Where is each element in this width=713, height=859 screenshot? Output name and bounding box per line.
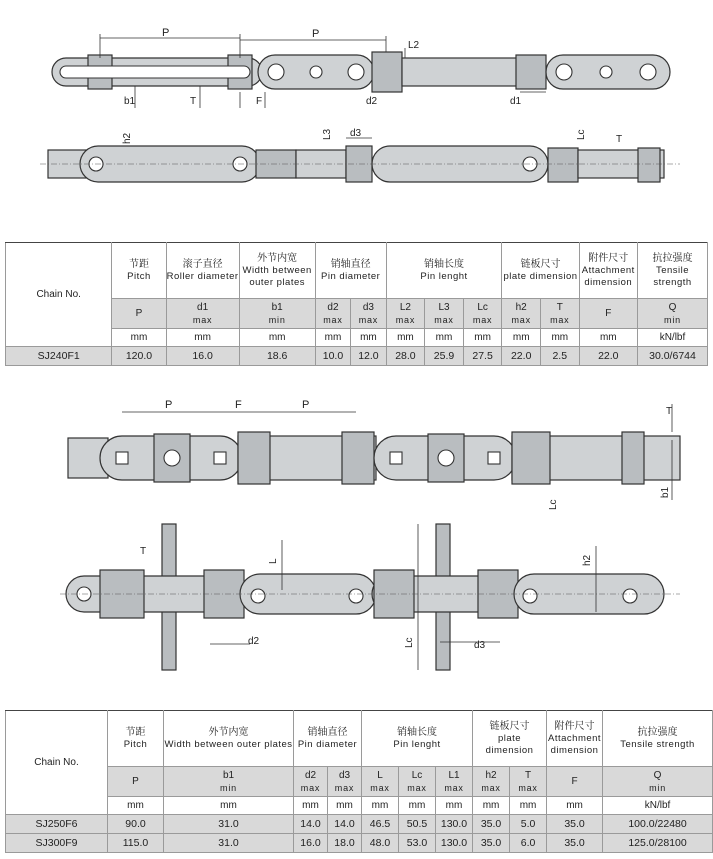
table-cell: 14.0 bbox=[328, 815, 362, 834]
spec-table-2 bbox=[5, 710, 713, 853]
dim-label-d2: d2 bbox=[248, 636, 260, 647]
dim-label-lc: Lc bbox=[548, 499, 559, 510]
dim-label-p: P bbox=[162, 27, 170, 39]
dim-label-l2: L2 bbox=[408, 40, 420, 51]
dim-label-d3: d3 bbox=[350, 128, 362, 139]
table-cell: b1 min bbox=[164, 767, 294, 797]
table-cell: 滚子直径 Roller diameter bbox=[166, 243, 239, 299]
table-cell: 35.0 bbox=[473, 815, 510, 834]
dim-label-t: T bbox=[666, 406, 673, 417]
table-cell: mm bbox=[579, 329, 637, 347]
table-cell: 销轴长度 Pin lenght bbox=[362, 711, 473, 767]
table-cell: 31.0 bbox=[164, 815, 294, 834]
table-cell: L3 max bbox=[425, 299, 464, 329]
table-cell: 6.0 bbox=[510, 834, 547, 853]
table-row bbox=[6, 815, 713, 834]
table-cell: 35.0 bbox=[547, 815, 603, 834]
inner-link bbox=[402, 58, 522, 86]
table-cell: L2 max bbox=[386, 299, 425, 329]
table-cell: 抗拉强度 Tensile strength bbox=[637, 243, 707, 299]
dim-label-b1: b1 bbox=[660, 486, 671, 498]
table-cell: mm bbox=[239, 329, 315, 347]
table-cell bbox=[6, 711, 108, 815]
table-cell: 22.0 bbox=[579, 347, 637, 366]
table-cell: 销轴直径 Pin diameter bbox=[315, 243, 386, 299]
roller bbox=[372, 52, 402, 92]
table-cell: kN/lbf bbox=[637, 329, 707, 347]
dim-label-l: L bbox=[268, 558, 279, 564]
table-cell: 115.0 bbox=[108, 834, 164, 853]
table-cell: mm bbox=[386, 329, 425, 347]
table-cell: 130.0 bbox=[436, 834, 473, 853]
table-cell: T max bbox=[510, 767, 547, 797]
table-cell: kN/lbf bbox=[603, 797, 713, 815]
table-cell: 30.0/6744 bbox=[637, 347, 707, 366]
table-cell: 2.5 bbox=[540, 347, 579, 366]
chain-no-header: Chain No. bbox=[36, 288, 81, 300]
table-cell: SJ240F1 bbox=[6, 347, 112, 366]
table-cell: 100.0/22480 bbox=[603, 815, 713, 834]
table-cell: mm bbox=[510, 797, 547, 815]
table-cell: mm bbox=[112, 329, 166, 347]
table-cell: mm bbox=[540, 329, 579, 347]
table-cell: d1 max bbox=[166, 299, 239, 329]
chain-no-header: Chain No. bbox=[34, 756, 79, 768]
table-cell: d3 max bbox=[351, 299, 386, 329]
table-cell: 外节内宽 Width between outer plates bbox=[164, 711, 294, 767]
table-cell: d2 max bbox=[294, 767, 328, 797]
dim-label-f: F bbox=[235, 399, 242, 411]
table-cell: mm bbox=[108, 797, 164, 815]
table-cell: 节距 Pitch bbox=[108, 711, 164, 767]
table-cell: Lc max bbox=[399, 767, 436, 797]
table-cell: mm bbox=[399, 797, 436, 815]
table-cell: mm bbox=[166, 329, 239, 347]
table-cell: mm bbox=[502, 329, 541, 347]
table-cell: 附件尺寸 Attachment dimension bbox=[547, 711, 603, 767]
table-cell: 16.0 bbox=[294, 834, 328, 853]
dim-label-d2: d2 bbox=[366, 96, 378, 107]
table-cell: 销轴长度 Pin lenght bbox=[386, 243, 502, 299]
table-cell: 抗拉强度 Tensile strength bbox=[603, 711, 713, 767]
dim-label-b1: b1 bbox=[124, 96, 136, 107]
table-cell: 18.6 bbox=[239, 347, 315, 366]
dim-label-t: T bbox=[140, 546, 147, 557]
table-cell: mm bbox=[351, 329, 386, 347]
table-cell: 125.0/28100 bbox=[603, 834, 713, 853]
table-cell: mm bbox=[547, 797, 603, 815]
table-cell: 27.5 bbox=[463, 347, 502, 366]
table-cell: h2 max bbox=[473, 767, 510, 797]
dim-label-p: P bbox=[312, 28, 320, 40]
table-row bbox=[6, 347, 708, 366]
table-cell: mm bbox=[315, 329, 350, 347]
table-cell: mm bbox=[294, 797, 328, 815]
roller bbox=[516, 55, 546, 89]
table-cell: 链板尺寸 plate dimension bbox=[502, 243, 579, 299]
dim-label-h2: h2 bbox=[582, 554, 593, 566]
dim-label-t2: T bbox=[616, 134, 623, 145]
table-cell: 130.0 bbox=[436, 815, 473, 834]
table-cell: T max bbox=[540, 299, 579, 329]
table-cell: mm bbox=[473, 797, 510, 815]
table-cell: P bbox=[112, 299, 166, 329]
table-cell: L max bbox=[362, 767, 399, 797]
table-cell bbox=[6, 243, 112, 347]
table-cell: 销轴直径 Pin diameter bbox=[294, 711, 362, 767]
table-cell: Q min bbox=[637, 299, 707, 329]
table-cell: 节距 Pitch bbox=[112, 243, 166, 299]
dim-label-l3: L3 bbox=[322, 128, 333, 140]
table-cell: mm bbox=[436, 797, 473, 815]
chain-diagram-sj240f1 bbox=[0, 0, 713, 232]
table-cell: 22.0 bbox=[502, 347, 541, 366]
table-cell: F bbox=[579, 299, 637, 329]
table-cell: 16.0 bbox=[166, 347, 239, 366]
table-cell: SJ250F6 bbox=[6, 815, 108, 834]
table-cell: Q min bbox=[603, 767, 713, 797]
table-cell: 46.5 bbox=[362, 815, 399, 834]
table-row bbox=[6, 834, 713, 853]
table-cell: mm bbox=[328, 797, 362, 815]
table-cell: 链板尺寸 plate dimension bbox=[473, 711, 547, 767]
dim-label-t: T bbox=[190, 96, 197, 107]
dim-label-f: F bbox=[256, 96, 263, 107]
table-cell: 18.0 bbox=[328, 834, 362, 853]
dim-label-lc: Lc bbox=[576, 129, 587, 140]
table-cell: mm bbox=[463, 329, 502, 347]
dim-label-p: P bbox=[302, 399, 310, 411]
roller bbox=[548, 148, 578, 182]
table-cell: 35.0 bbox=[547, 834, 603, 853]
table-cell: 48.0 bbox=[362, 834, 399, 853]
table-cell: 90.0 bbox=[108, 815, 164, 834]
table-cell: 50.5 bbox=[399, 815, 436, 834]
table-cell: 5.0 bbox=[510, 815, 547, 834]
table-cell: F bbox=[547, 767, 603, 797]
table-cell: L1 max bbox=[436, 767, 473, 797]
table-cell: b1 min bbox=[239, 299, 315, 329]
table-cell: Lc max bbox=[463, 299, 502, 329]
table-cell: 120.0 bbox=[112, 347, 166, 366]
table-cell: d3 max bbox=[328, 767, 362, 797]
table-cell: 外节内宽 Width between outer plates bbox=[239, 243, 315, 299]
table-cell: mm bbox=[425, 329, 464, 347]
table-cell: 10.0 bbox=[315, 347, 350, 366]
table-cell: d2 max bbox=[315, 299, 350, 329]
table-cell: 附件尺寸 Attachment dimension bbox=[579, 243, 637, 299]
dim-label-d1: d1 bbox=[510, 96, 522, 107]
dim-label-d3: d3 bbox=[474, 640, 486, 651]
table-cell: h2 max bbox=[502, 299, 541, 329]
table-cell: SJ300F9 bbox=[6, 834, 108, 853]
table-cell: mm bbox=[362, 797, 399, 815]
table-cell: 12.0 bbox=[351, 347, 386, 366]
table-cell: mm bbox=[164, 797, 294, 815]
table-cell: P bbox=[108, 767, 164, 797]
dim-label-p: P bbox=[165, 399, 173, 411]
table-cell: 35.0 bbox=[473, 834, 510, 853]
table-cell: 31.0 bbox=[164, 834, 294, 853]
dim-label-lc: Lc bbox=[404, 637, 415, 648]
chain-diagram-sj250f6 bbox=[0, 390, 713, 690]
table-cell: 28.0 bbox=[386, 347, 425, 366]
table-cell: 53.0 bbox=[399, 834, 436, 853]
spec-table-1 bbox=[5, 242, 708, 366]
table-cell: 14.0 bbox=[294, 815, 328, 834]
dim-label-h2: h2 bbox=[122, 132, 133, 144]
table-cell: 25.9 bbox=[425, 347, 464, 366]
